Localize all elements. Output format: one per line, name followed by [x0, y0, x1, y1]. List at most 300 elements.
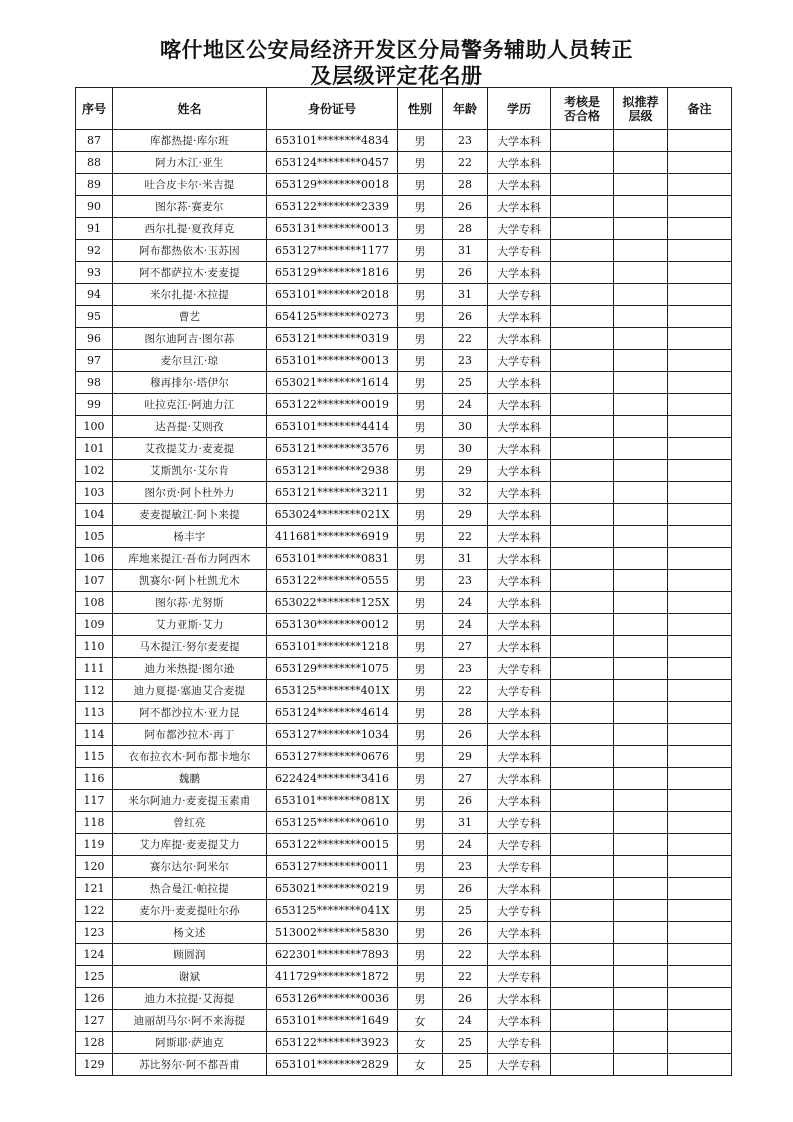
id-number-cell: 653101********2018	[267, 284, 398, 306]
level-cell	[614, 1054, 668, 1076]
education-cell: 大学本科	[488, 372, 551, 394]
level-cell	[614, 614, 668, 636]
seq-cell: 103	[76, 482, 113, 504]
education-cell: 大学本科	[488, 416, 551, 438]
name-cell: 艾力亚斯·艾力	[113, 614, 267, 636]
gender-cell: 男	[398, 328, 443, 350]
id-number-cell: 654125********0273	[267, 306, 398, 328]
table-row	[76, 1054, 732, 1076]
note-cell	[668, 790, 732, 812]
name-cell: 图尔贡·阿卜杜外力	[113, 482, 267, 504]
age-cell: 31	[443, 240, 488, 262]
pass-cell	[551, 636, 614, 658]
education-cell: 大学本科	[488, 152, 551, 174]
education-cell: 大学本科	[488, 548, 551, 570]
seq-cell: 114	[76, 724, 113, 746]
level-cell	[614, 1010, 668, 1032]
note-cell	[668, 1010, 732, 1032]
age-cell: 25	[443, 900, 488, 922]
header-name: 姓名	[113, 88, 267, 130]
gender-cell: 男	[398, 438, 443, 460]
education-cell: 大学本科	[488, 328, 551, 350]
note-cell	[668, 702, 732, 724]
id-number-cell: 653121********2938	[267, 460, 398, 482]
gender-cell: 女	[398, 1032, 443, 1054]
header-pass-line1: 考核是	[563, 94, 600, 109]
id-number-cell: 653021********0219	[267, 878, 398, 900]
name-cell: 吐拉克江·阿迪力江	[113, 394, 267, 416]
age-cell: 26	[443, 988, 488, 1010]
id-number-cell: 653101********0831	[267, 548, 398, 570]
name-cell: 艾力库提·麦麦提艾力	[113, 834, 267, 856]
name-cell: 艾斯凯尔·艾尔肯	[113, 460, 267, 482]
age-cell: 26	[443, 262, 488, 284]
education-cell: 大学本科	[488, 790, 551, 812]
note-cell	[668, 680, 732, 702]
seq-cell: 115	[76, 746, 113, 768]
id-number-cell: 653101********081X	[267, 790, 398, 812]
education-cell: 大学专科	[488, 658, 551, 680]
gender-cell: 男	[398, 196, 443, 218]
education-cell: 大学本科	[488, 482, 551, 504]
education-cell: 大学专科	[488, 284, 551, 306]
table-row	[76, 196, 732, 218]
name-cell: 顾圆润	[113, 944, 267, 966]
seq-cell: 127	[76, 1010, 113, 1032]
gender-cell: 男	[398, 350, 443, 372]
level-cell	[614, 658, 668, 680]
table-row	[76, 856, 732, 878]
id-number-cell: 653125********401X	[267, 680, 398, 702]
table-row	[76, 878, 732, 900]
id-number-cell: 653122********0015	[267, 834, 398, 856]
level-cell	[614, 438, 668, 460]
gender-cell: 男	[398, 460, 443, 482]
education-cell: 大学专科	[488, 856, 551, 878]
roster-table	[75, 87, 732, 1076]
table-body	[76, 130, 732, 1076]
seq-cell: 95	[76, 306, 113, 328]
name-cell: 穆再排尔·塔伊尔	[113, 372, 267, 394]
table-row	[76, 988, 732, 1010]
gender-cell: 男	[398, 922, 443, 944]
gender-cell: 男	[398, 570, 443, 592]
name-cell: 库地来提江·吾布力阿西木	[113, 548, 267, 570]
seq-cell: 124	[76, 944, 113, 966]
seq-cell: 101	[76, 438, 113, 460]
name-cell: 米尔阿迪力·麦麦提玉素甫	[113, 790, 267, 812]
pass-cell	[551, 988, 614, 1010]
name-cell: 阿布都沙拉木·再丁	[113, 724, 267, 746]
level-cell	[614, 460, 668, 482]
age-cell: 31	[443, 812, 488, 834]
age-cell: 24	[443, 394, 488, 416]
id-number-cell: 653122********3923	[267, 1032, 398, 1054]
gender-cell: 男	[398, 284, 443, 306]
gender-cell: 男	[398, 592, 443, 614]
level-cell	[614, 306, 668, 328]
name-cell: 艾孜提艾力·麦麦提	[113, 438, 267, 460]
table-row	[76, 548, 732, 570]
education-cell: 大学专科	[488, 240, 551, 262]
gender-cell: 男	[398, 262, 443, 284]
name-cell: 米尔扎提·木拉提	[113, 284, 267, 306]
age-cell: 22	[443, 152, 488, 174]
age-cell: 28	[443, 218, 488, 240]
education-cell: 大学本科	[488, 724, 551, 746]
gender-cell: 男	[398, 416, 443, 438]
level-cell	[614, 174, 668, 196]
pass-cell	[551, 768, 614, 790]
name-cell: 衣布拉衣木·阿布都卡地尔	[113, 746, 267, 768]
level-cell	[614, 284, 668, 306]
note-cell	[668, 878, 732, 900]
header-level-line1: 拟推荐	[622, 94, 659, 109]
note-cell	[668, 482, 732, 504]
pass-cell	[551, 152, 614, 174]
seq-cell: 105	[76, 526, 113, 548]
table-row	[76, 812, 732, 834]
age-cell: 31	[443, 548, 488, 570]
header-id: 身份证号	[267, 88, 398, 130]
name-cell: 阿不都沙拉木·亚力昆	[113, 702, 267, 724]
pass-cell	[551, 174, 614, 196]
pass-cell	[551, 966, 614, 988]
level-cell	[614, 592, 668, 614]
seq-cell: 126	[76, 988, 113, 1010]
table-row	[76, 482, 732, 504]
table-row	[76, 636, 732, 658]
pass-cell	[551, 900, 614, 922]
gender-cell: 男	[398, 658, 443, 680]
name-cell: 热合曼江·帕拉提	[113, 878, 267, 900]
level-cell	[614, 1032, 668, 1054]
table-row	[76, 922, 732, 944]
age-cell: 25	[443, 1054, 488, 1076]
id-number-cell: 653101********0013	[267, 350, 398, 372]
note-cell	[668, 812, 732, 834]
table-row	[76, 350, 732, 372]
gender-cell: 男	[398, 526, 443, 548]
note-cell	[668, 218, 732, 240]
name-cell: 曾红亮	[113, 812, 267, 834]
age-cell: 24	[443, 834, 488, 856]
note-cell	[668, 350, 732, 372]
pass-cell	[551, 328, 614, 350]
seq-cell: 112	[76, 680, 113, 702]
education-cell: 大学专科	[488, 350, 551, 372]
header-education: 学历	[488, 88, 551, 130]
pass-cell	[551, 526, 614, 548]
age-cell: 29	[443, 460, 488, 482]
age-cell: 27	[443, 636, 488, 658]
note-cell	[668, 548, 732, 570]
level-cell	[614, 526, 668, 548]
level-cell	[614, 944, 668, 966]
pass-cell	[551, 658, 614, 680]
note-cell	[668, 988, 732, 1010]
pass-cell	[551, 812, 614, 834]
id-number-cell: 411681********6919	[267, 526, 398, 548]
gender-cell: 男	[398, 768, 443, 790]
age-cell: 22	[443, 680, 488, 702]
seq-cell: 121	[76, 878, 113, 900]
id-number-cell: 513002********5830	[267, 922, 398, 944]
table-row	[76, 592, 732, 614]
age-cell: 22	[443, 944, 488, 966]
pass-cell	[551, 416, 614, 438]
pass-cell	[551, 504, 614, 526]
age-cell: 26	[443, 724, 488, 746]
name-cell: 库都热提·库尔班	[113, 130, 267, 152]
id-number-cell: 653126********0036	[267, 988, 398, 1010]
pass-cell	[551, 196, 614, 218]
education-cell: 大学本科	[488, 592, 551, 614]
note-cell	[668, 570, 732, 592]
note-cell	[668, 944, 732, 966]
age-cell: 30	[443, 438, 488, 460]
education-cell: 大学专科	[488, 900, 551, 922]
level-cell	[614, 966, 668, 988]
gender-cell: 男	[398, 240, 443, 262]
document-title-line1: 喀什地区公安局经济开发区分局警务辅助人员转正	[160, 38, 633, 62]
age-cell: 28	[443, 174, 488, 196]
age-cell: 26	[443, 922, 488, 944]
level-cell	[614, 790, 668, 812]
gender-cell: 女	[398, 1054, 443, 1076]
education-cell: 大学专科	[488, 812, 551, 834]
seq-cell: 108	[76, 592, 113, 614]
note-cell	[668, 306, 732, 328]
id-number-cell: 653129********1816	[267, 262, 398, 284]
gender-cell: 男	[398, 130, 443, 152]
age-cell: 24	[443, 614, 488, 636]
note-cell	[668, 196, 732, 218]
pass-cell	[551, 944, 614, 966]
level-cell	[614, 724, 668, 746]
pass-cell	[551, 284, 614, 306]
note-cell	[668, 746, 732, 768]
gender-cell: 男	[398, 306, 443, 328]
pass-cell	[551, 482, 614, 504]
id-number-cell: 653129********1075	[267, 658, 398, 680]
seq-cell: 102	[76, 460, 113, 482]
level-cell	[614, 240, 668, 262]
level-cell	[614, 482, 668, 504]
note-cell	[668, 966, 732, 988]
education-cell: 大学本科	[488, 504, 551, 526]
gender-cell: 男	[398, 482, 443, 504]
id-number-cell: 653127********1034	[267, 724, 398, 746]
seq-cell: 123	[76, 922, 113, 944]
level-cell	[614, 152, 668, 174]
note-cell	[668, 394, 732, 416]
name-cell: 魏鹏	[113, 768, 267, 790]
name-cell: 杨丰宇	[113, 526, 267, 548]
note-cell	[668, 328, 732, 350]
id-number-cell: 653121********3576	[267, 438, 398, 460]
seq-cell: 98	[76, 372, 113, 394]
seq-cell: 109	[76, 614, 113, 636]
pass-cell	[551, 702, 614, 724]
name-cell: 谢斌	[113, 966, 267, 988]
name-cell: 阿布都热依木·玉苏因	[113, 240, 267, 262]
note-cell	[668, 592, 732, 614]
gender-cell: 男	[398, 680, 443, 702]
name-cell: 阿不都萨拉木·麦麦提	[113, 262, 267, 284]
level-cell	[614, 130, 668, 152]
name-cell: 迪力木拉提·艾海提	[113, 988, 267, 1010]
level-cell	[614, 350, 668, 372]
name-cell: 阿斯耶·萨迪克	[113, 1032, 267, 1054]
seq-cell: 128	[76, 1032, 113, 1054]
pass-cell	[551, 1010, 614, 1032]
table-row	[76, 504, 732, 526]
id-number-cell: 653125********041X	[267, 900, 398, 922]
gender-cell: 男	[398, 900, 443, 922]
education-cell: 大学本科	[488, 878, 551, 900]
education-cell: 大学本科	[488, 614, 551, 636]
table-row	[76, 900, 732, 922]
level-cell	[614, 218, 668, 240]
gender-cell: 男	[398, 966, 443, 988]
note-cell	[668, 768, 732, 790]
age-cell: 25	[443, 372, 488, 394]
level-cell	[614, 856, 668, 878]
gender-cell: 男	[398, 834, 443, 856]
table-row	[76, 130, 732, 152]
age-cell: 26	[443, 306, 488, 328]
education-cell: 大学专科	[488, 218, 551, 240]
header-gender: 性别	[398, 88, 443, 130]
seq-cell: 117	[76, 790, 113, 812]
id-number-cell: 653127********1177	[267, 240, 398, 262]
table-row	[76, 834, 732, 856]
seq-cell: 96	[76, 328, 113, 350]
pass-cell	[551, 438, 614, 460]
level-cell	[614, 922, 668, 944]
name-cell: 麦尔丹·麦麦提吐尔孙	[113, 900, 267, 922]
id-number-cell: 411729********1872	[267, 966, 398, 988]
table-row	[76, 614, 732, 636]
gender-cell: 男	[398, 218, 443, 240]
note-cell	[668, 416, 732, 438]
pass-cell	[551, 240, 614, 262]
table-row	[76, 790, 732, 812]
age-cell: 23	[443, 570, 488, 592]
gender-cell: 男	[398, 636, 443, 658]
pass-cell	[551, 834, 614, 856]
gender-cell: 男	[398, 548, 443, 570]
age-cell: 22	[443, 526, 488, 548]
level-cell	[614, 570, 668, 592]
level-cell	[614, 768, 668, 790]
pass-cell	[551, 350, 614, 372]
seq-cell: 90	[76, 196, 113, 218]
level-cell	[614, 812, 668, 834]
gender-cell: 男	[398, 372, 443, 394]
age-cell: 32	[443, 482, 488, 504]
gender-cell: 男	[398, 724, 443, 746]
seq-cell: 118	[76, 812, 113, 834]
level-cell	[614, 394, 668, 416]
table-header-row	[76, 88, 732, 130]
age-cell: 26	[443, 196, 488, 218]
header-pass-line2: 否合格	[563, 108, 600, 123]
note-cell	[668, 262, 732, 284]
level-cell	[614, 504, 668, 526]
name-cell: 迪力米热提·图尔逊	[113, 658, 267, 680]
table-row	[76, 438, 732, 460]
header-pass	[551, 88, 614, 130]
pass-cell	[551, 306, 614, 328]
id-number-cell: 653101********1649	[267, 1010, 398, 1032]
age-cell: 23	[443, 856, 488, 878]
table-row	[76, 702, 732, 724]
level-cell	[614, 262, 668, 284]
table-row	[76, 394, 732, 416]
gender-cell: 男	[398, 988, 443, 1010]
note-cell	[668, 284, 732, 306]
note-cell	[668, 658, 732, 680]
age-cell: 24	[443, 592, 488, 614]
table-row	[76, 658, 732, 680]
gender-cell: 男	[398, 856, 443, 878]
level-cell	[614, 900, 668, 922]
gender-cell: 男	[398, 878, 443, 900]
table-row	[76, 306, 732, 328]
id-number-cell: 622424********3416	[267, 768, 398, 790]
age-cell: 29	[443, 504, 488, 526]
seq-cell: 89	[76, 174, 113, 196]
id-number-cell: 653129********0018	[267, 174, 398, 196]
id-number-cell: 653101********4834	[267, 130, 398, 152]
name-cell: 图尔荪·尤努斯	[113, 592, 267, 614]
pass-cell	[551, 460, 614, 482]
table-row	[76, 768, 732, 790]
seq-cell: 100	[76, 416, 113, 438]
id-number-cell: 653122********2339	[267, 196, 398, 218]
table-row	[76, 152, 732, 174]
name-cell: 迪丽胡马尔·阿不来海提	[113, 1010, 267, 1032]
name-cell: 西尔扎提·夏孜拜克	[113, 218, 267, 240]
education-cell: 大学本科	[488, 922, 551, 944]
id-number-cell: 653127********0011	[267, 856, 398, 878]
document-title-line2: 及层级评定花名册	[310, 64, 483, 88]
table-row	[76, 262, 732, 284]
level-cell	[614, 746, 668, 768]
gender-cell: 男	[398, 702, 443, 724]
header-note: 备注	[668, 88, 732, 130]
note-cell	[668, 526, 732, 548]
pass-cell	[551, 130, 614, 152]
table-row	[76, 966, 732, 988]
pass-cell	[551, 878, 614, 900]
education-cell: 大学专科	[488, 966, 551, 988]
gender-cell: 男	[398, 504, 443, 526]
header-age: 年龄	[443, 88, 488, 130]
gender-cell: 男	[398, 746, 443, 768]
seq-cell: 92	[76, 240, 113, 262]
name-cell: 苏比努尔·阿不都吾甫	[113, 1054, 267, 1076]
note-cell	[668, 856, 732, 878]
level-cell	[614, 680, 668, 702]
id-number-cell: 653125********0610	[267, 812, 398, 834]
level-cell	[614, 834, 668, 856]
note-cell	[668, 152, 732, 174]
note-cell	[668, 1054, 732, 1076]
seq-cell: 119	[76, 834, 113, 856]
